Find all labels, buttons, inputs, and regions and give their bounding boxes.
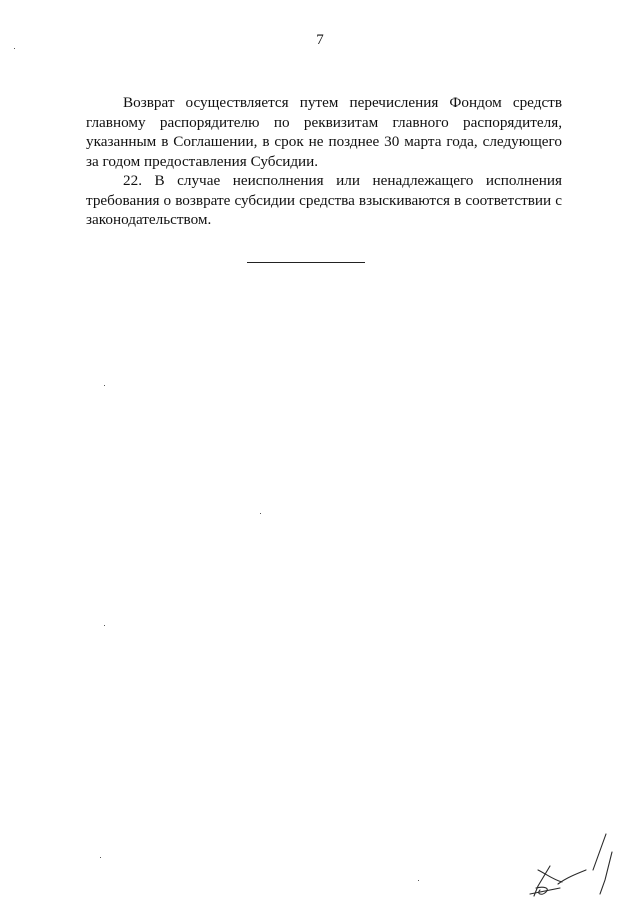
page-number: 7 [316,32,324,48]
scan-speck [14,48,15,49]
scan-speck [104,385,105,386]
scan-speck [104,625,105,626]
scan-speck [100,857,101,858]
end-of-text-rule [247,262,365,263]
scan-speck [418,880,419,881]
signature-icon [520,830,620,900]
paragraph-refund-procedure: Возврат осуществляется путем перечисления Фондом средств главному распорядителю по реквизитам главного распорядителя, указанным в Соглашении, в срок не позднее 30 марта года, следующего за годом предоставления Субсидии. [86,94,562,170]
paragraph-22-enforcement: 22. В случае неисполнения или ненадлежащего исполнения требования о возврате субсидии средства взыскиваются в соответствии с законодательством. [86,172,562,228]
document-body [86,93,562,230]
scan-speck [260,513,261,514]
